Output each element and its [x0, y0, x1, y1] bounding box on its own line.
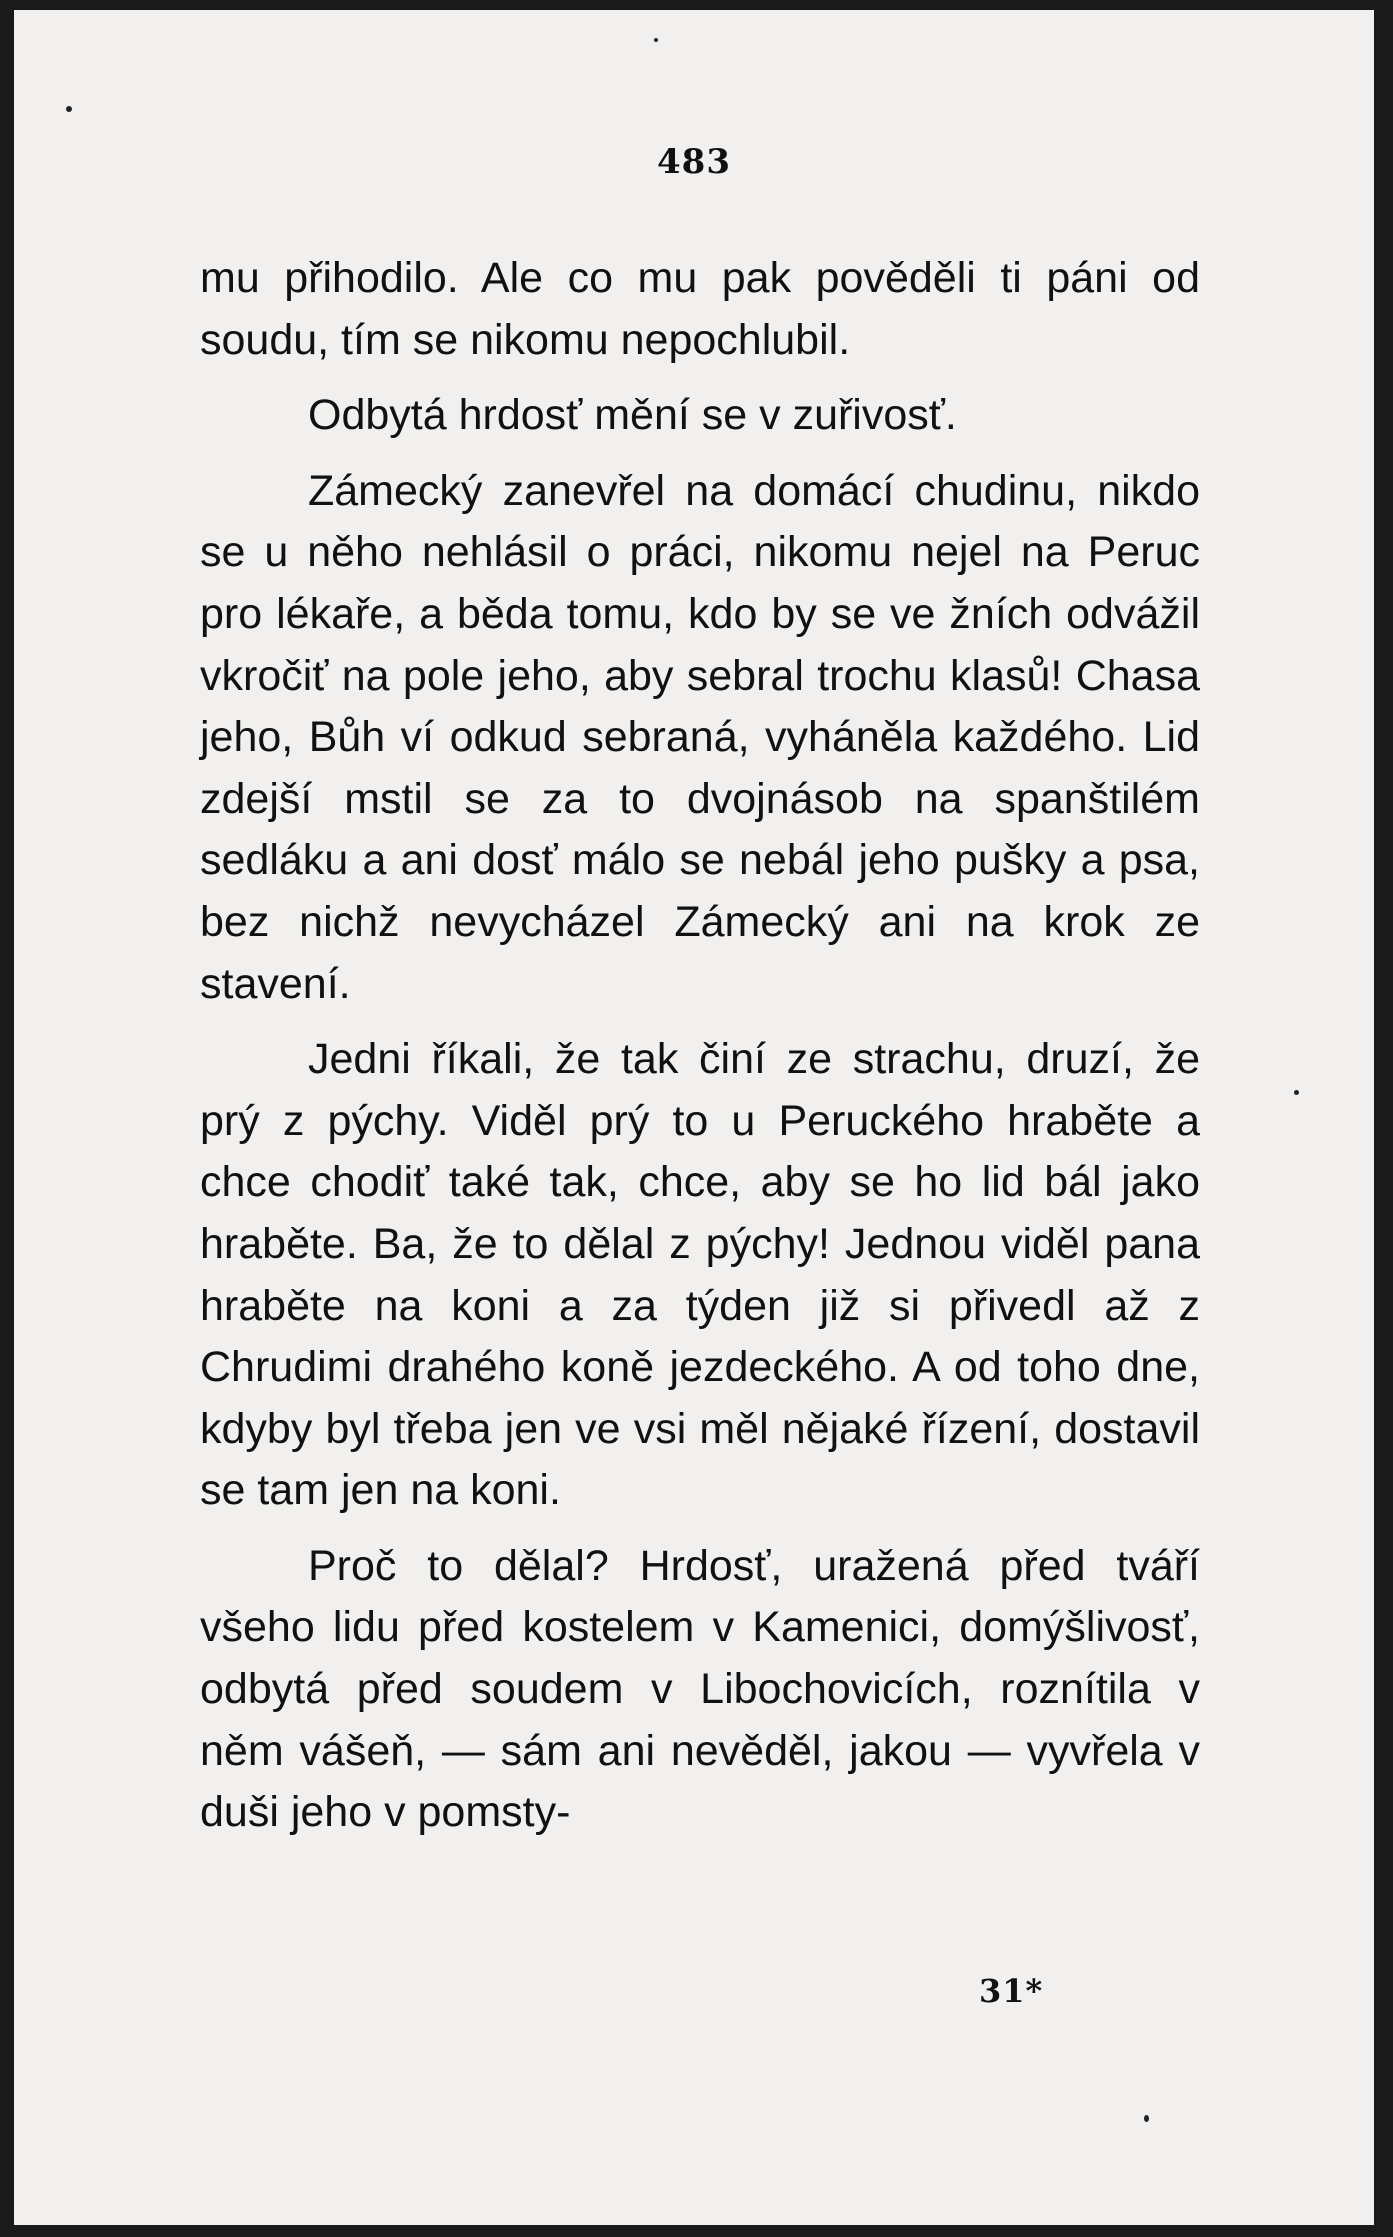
- scan-speck: [66, 106, 72, 112]
- paragraph-1: mu přihodilo. Ale co mu pak pověděli ti páni od soudu, tím se nikomu nepochlubil.: [200, 254, 1200, 364]
- scan-speck: [1144, 2115, 1149, 2122]
- signature-mark: 31*: [979, 1972, 1044, 2010]
- scan-speck: [654, 38, 658, 42]
- paragraph-3: Zámecký zanevřel na domácí chudinu, nikdo se u něho nehlásil o práci, nikomu nejel na Peruc pro lékaře, a běda tomu, kdo by se ve žních odvážil vkročiť na pole jeho, aby sebral trochu klasů! Chasa jeho, Bůh ví odkud sebraná, vyháněla každého. Lid zdejší mstil se za to dvojnásob na spanštilém sedláku a ani dosť málo se nebál jeho pušky a psa, bez nichž nevycházel Zámecký ani na krok ze stavení.: [200, 466, 1200, 1008]
- body-text: [200, 248, 1200, 1844]
- paragraph-2: Odbytá hrdosť mění se v zuřivosť.: [308, 391, 957, 440]
- scan-speck: [1294, 1090, 1299, 1095]
- page-number: 483: [657, 142, 731, 182]
- paragraph-4: Jedni říkali, že tak činí ze strachu, druzí, že prý z pýchy. Viděl prý to u Peruckého hraběte a chce chodiť také tak, chce, aby se ho lid bál jako hraběte. Ba, že to dělal z pýchy! Jednou viděl pana hraběte na koni a za týden již si přivedl až z Chrudimi drahého koně jezdeckého. A od toho dne, kdyby byl třeba jen ve vsi měl nějaké řízení, dostavil se tam jen na koni.: [200, 1035, 1200, 1515]
- book-page: [14, 10, 1374, 2225]
- paragraph-5: Proč to dělal? Hrdosť, uražená před tváří všeho lidu před kostelem v Kamenici, domýšlivosť, odbytá před soudem v Libochovicích, roznítila v něm vášeň, — sám ani nevěděl, jakou — vyvřela v duši jeho v pomsty-: [200, 1541, 1200, 1837]
